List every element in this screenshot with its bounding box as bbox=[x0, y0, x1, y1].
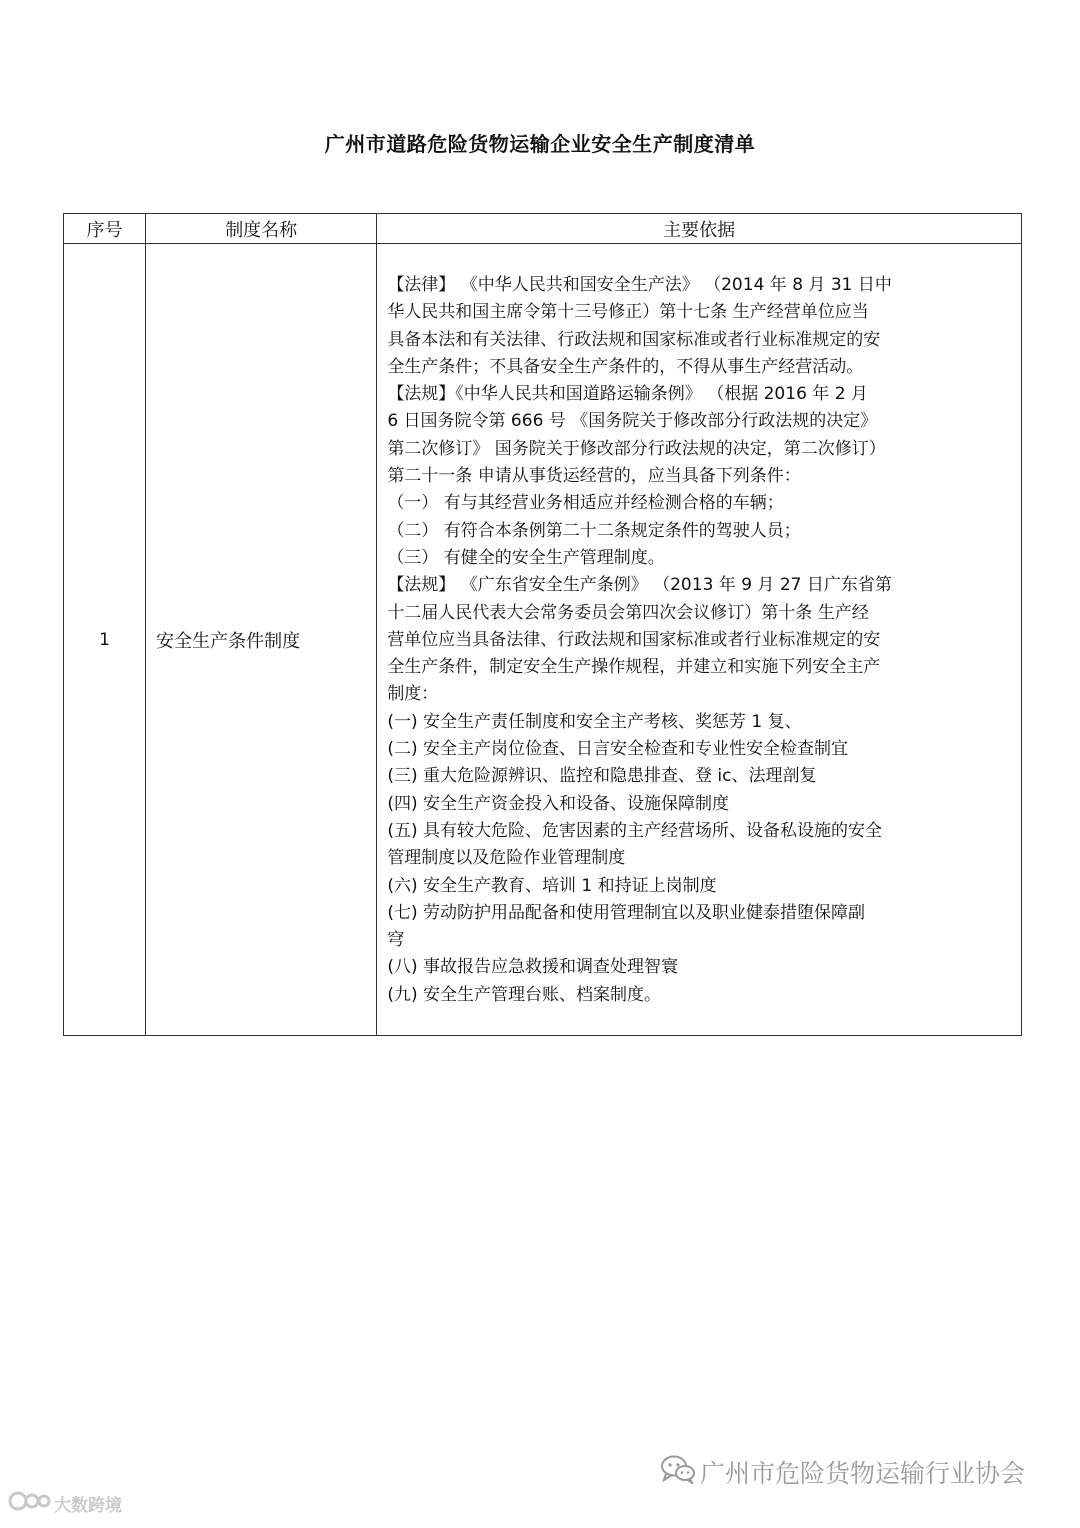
basis-line: 第二次修订》 国务院关于修改部分行政法规的决定，第二次修订） bbox=[387, 438, 886, 459]
basis-line: 第二十一条 申请从事货运经营的，应当具备下列条件： bbox=[387, 466, 801, 487]
page-title: 广州市道路危险货物运输企业安全生产制度清单 bbox=[324, 132, 756, 156]
watermark-right bbox=[660, 1454, 1025, 1490]
basis-line: 具备本法和有关法律、行政法规和国家标准或者行业标准规定的安 bbox=[387, 329, 881, 350]
basis-line: 营单位应当具备法律、行政法规和国家标准或者行业标准规定的安 bbox=[387, 629, 881, 650]
basis-line: 华人民共和国主席令第十三号修正）第十七条 生产经营单位应当 bbox=[387, 302, 869, 323]
basis-line: 【法规】《中华人民共和国道路运输条例》 （根据 2016 年 2 月 bbox=[387, 384, 868, 405]
seq-cell: 1 bbox=[64, 244, 146, 1036]
table-row bbox=[64, 244, 1022, 1036]
basis-line: (五) 具有较大危险、危害因素的主产经营场所、设备私设施的安全 bbox=[387, 820, 882, 841]
header-basis: 主要依据 bbox=[377, 214, 1022, 244]
wechat-icon bbox=[660, 1454, 696, 1490]
header-seq: 序号 bbox=[64, 214, 146, 244]
table-header-row bbox=[64, 214, 1022, 244]
basis-line: 全生产条件；不具备安全生产条件的，不得从事生产经营活动。 bbox=[387, 356, 864, 377]
name-cell: 安全生产条件制度 bbox=[146, 244, 377, 1036]
basis-line: 穹 bbox=[387, 930, 405, 951]
basis-line: (二) 安全主产岗位俭查、日言安全检查和专业性安全检查制宜 bbox=[387, 739, 848, 760]
basis-line: （三） 有健全的安全生产管理制度。 bbox=[387, 547, 665, 568]
basis-line: 管理制度以及危险作业管理制度 bbox=[387, 848, 626, 869]
basis-line: （二） 有符合本条例第二十二条规定条件的驾驶人员； bbox=[387, 520, 801, 541]
basis-line: （一） 有与其经营业务相适应并经检测合格的车辆； bbox=[387, 493, 784, 514]
basis-line: (六) 安全生产教育、培训 1 和持证上岗制度 bbox=[387, 875, 717, 896]
regulation-table bbox=[63, 213, 1022, 1036]
watermark-left bbox=[8, 1490, 122, 1517]
basis-line: (九) 安全生产管理台账、档案制度。 bbox=[387, 984, 661, 1005]
basis-line: 6 日国务院令第 666 号 《国务院关于修改部分行政法规的决定》 bbox=[387, 411, 878, 432]
basis-line: (八) 事故报告应急救援和调查处理智寰 bbox=[387, 957, 678, 978]
basis-line: 【法规】 《广东省安全生产条例》 （2013 年 9 月 27 日广东省第 bbox=[387, 575, 892, 596]
basis-line: (三) 重大危险源辨识、监控和隐患排查、登 ic、法理剖复 bbox=[387, 766, 817, 787]
basis-line: (七) 劳动防护用品配备和使用管理制宜以及职业健泰措堕保障副 bbox=[387, 902, 865, 923]
basis-cell bbox=[377, 244, 1022, 1036]
basis-line: 制度： bbox=[387, 684, 439, 705]
header-name: 制度名称 bbox=[146, 214, 377, 244]
watermark-right-text: 广州市危险货物运输行业协会 bbox=[700, 1459, 1026, 1488]
watermark-left-text: 大数跨境 bbox=[54, 1496, 122, 1516]
basis-line: (一) 安全生产责任制度和安全主产考核、奖惩芳 1 复、 bbox=[387, 711, 802, 732]
basis-line: 十二届人民代表大会常务委员会第四次会议修订）第十条 生产经 bbox=[387, 602, 869, 623]
brand-logo-icon bbox=[8, 1490, 54, 1517]
basis-line: 【法律】 《中华人民共和国安全生产法》 （2014 年 8 月 31 日中 bbox=[387, 275, 892, 295]
basis-line: 全生产条件，制定安全生产操作规程，并建立和实施下列安全主产 bbox=[387, 657, 881, 678]
basis-line: (四) 安全生产资金投入和设备、设施保障制度 bbox=[387, 793, 729, 814]
